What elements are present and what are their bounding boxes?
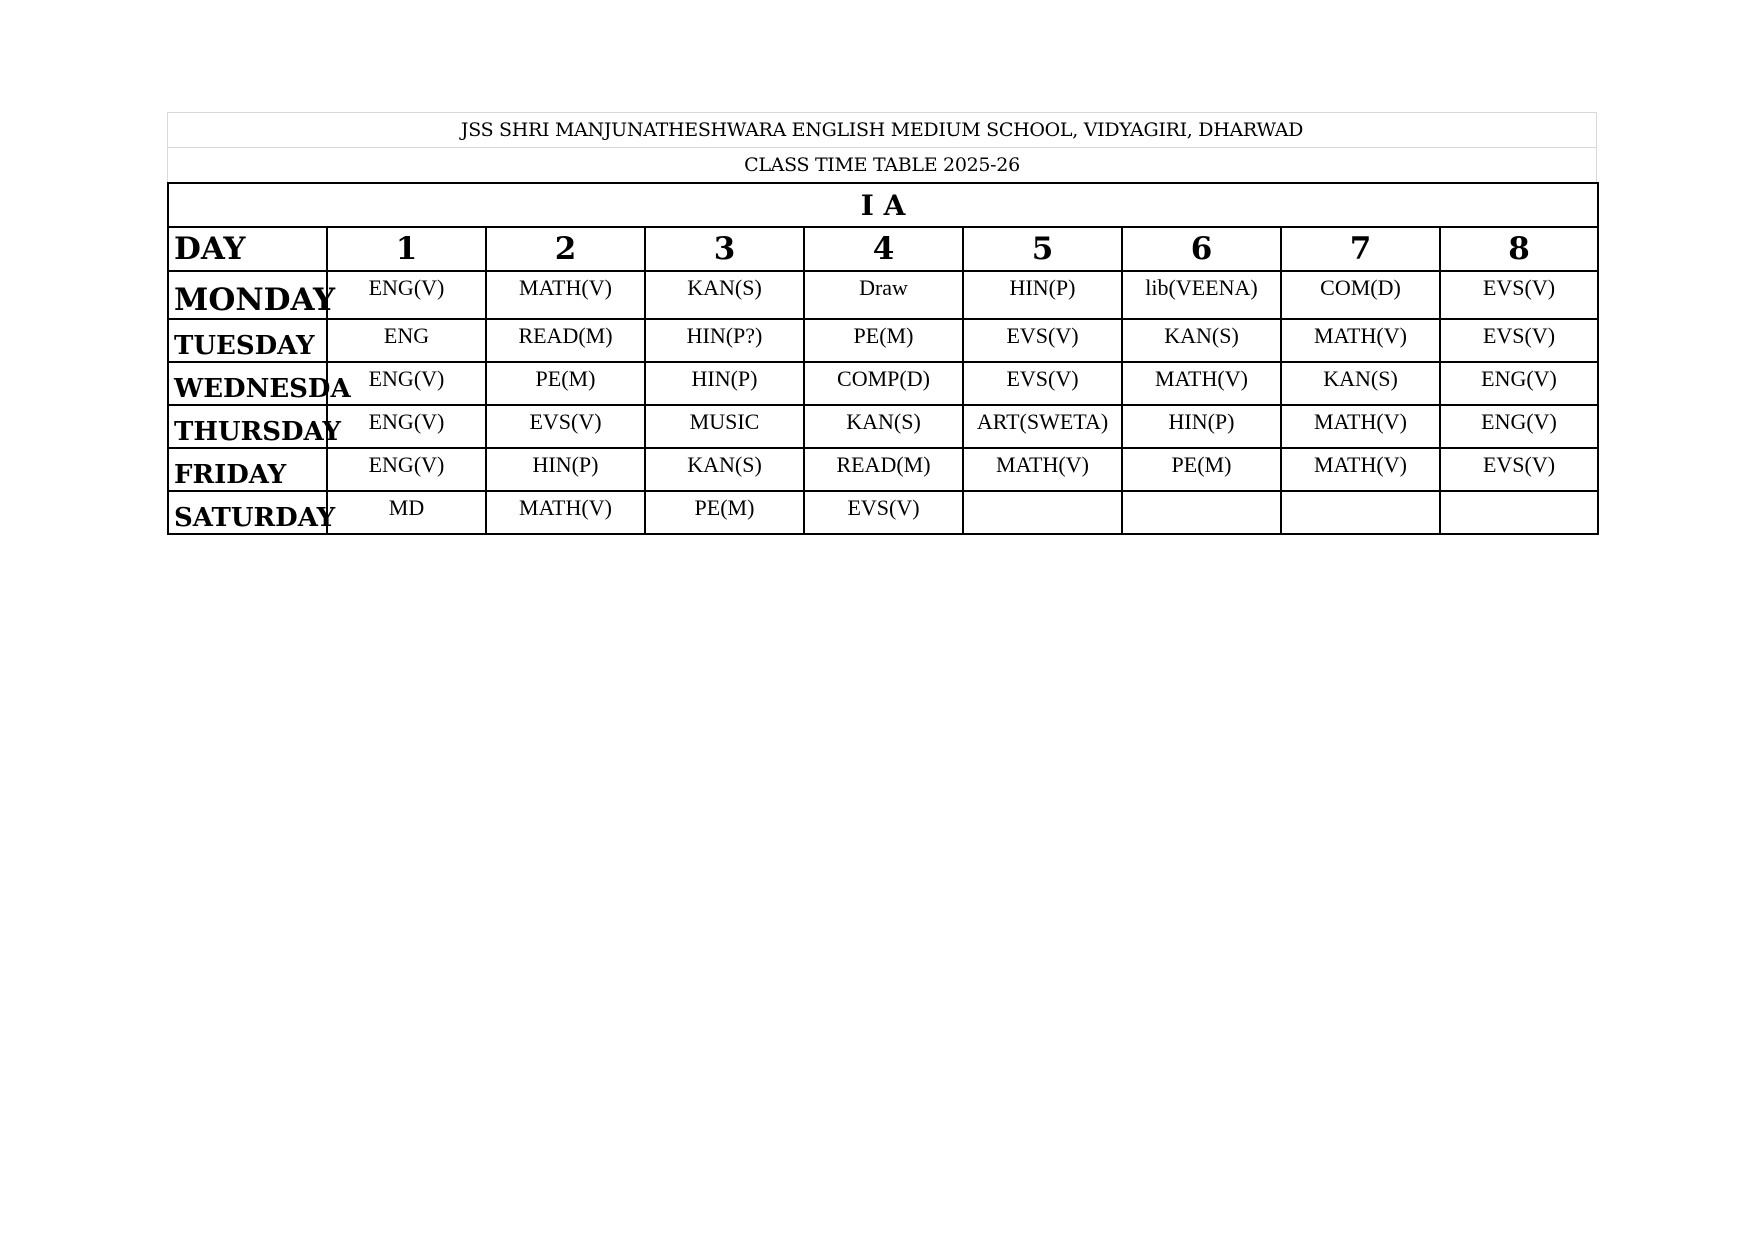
period-cell: lib(VEENA) — [1122, 271, 1281, 319]
period-cell: HIN(P) — [1122, 405, 1281, 448]
period-cell: PE(M) — [486, 362, 645, 405]
day-label: MONDAY — [168, 271, 327, 319]
period-cell: HIN(P) — [486, 448, 645, 491]
period-header: 8 — [1440, 227, 1598, 271]
table-row-thursday — [168, 405, 1598, 448]
period-header-row — [168, 227, 1598, 271]
period-cell: MATH(V) — [1122, 362, 1281, 405]
timetable-sheet — [167, 112, 1597, 535]
period-cell — [1440, 491, 1598, 534]
period-cell: HIN(P) — [963, 271, 1122, 319]
class-name: I A — [168, 183, 1598, 227]
period-cell: Draw — [804, 271, 963, 319]
day-label: FRIDAY — [168, 448, 327, 491]
period-cell: READ(M) — [486, 319, 645, 362]
period-cell: ENG — [327, 319, 486, 362]
period-cell: EVS(V) — [1440, 448, 1598, 491]
period-cell: HIN(P) — [645, 362, 804, 405]
day-label: SATURDAY — [168, 491, 327, 534]
period-cell: HIN(P?) — [645, 319, 804, 362]
table-row-friday — [168, 448, 1598, 491]
period-cell: MD — [327, 491, 486, 534]
class-row — [168, 183, 1598, 227]
period-cell: ENG(V) — [327, 362, 486, 405]
period-cell: EVS(V) — [486, 405, 645, 448]
period-cell: MUSIC — [645, 405, 804, 448]
period-header: 2 — [486, 227, 645, 271]
table-row-monday — [168, 271, 1598, 319]
period-cell: KAN(S) — [1122, 319, 1281, 362]
period-header: 7 — [1281, 227, 1440, 271]
period-cell: ENG(V) — [1440, 362, 1598, 405]
period-cell: EVS(V) — [963, 319, 1122, 362]
period-cell: ENG(V) — [327, 448, 486, 491]
table-row-wednesday — [168, 362, 1598, 405]
period-header: 6 — [1122, 227, 1281, 271]
table-row-saturday — [168, 491, 1598, 534]
period-cell: KAN(S) — [804, 405, 963, 448]
period-cell: MATH(V) — [963, 448, 1122, 491]
day-label: THURSDAY — [168, 405, 327, 448]
period-cell: READ(M) — [804, 448, 963, 491]
period-cell: ENG(V) — [1440, 405, 1598, 448]
period-cell — [963, 491, 1122, 534]
table-title: CLASS TIME TABLE 2025-26 — [168, 147, 1596, 182]
timetable — [167, 182, 1599, 535]
period-cell: EVS(V) — [1440, 319, 1598, 362]
period-header: 3 — [645, 227, 804, 271]
period-cell — [1122, 491, 1281, 534]
period-cell: ART(SWETA) — [963, 405, 1122, 448]
period-cell: KAN(S) — [645, 448, 804, 491]
period-cell: KAN(S) — [645, 271, 804, 319]
table-row-tuesday — [168, 319, 1598, 362]
period-cell: EVS(V) — [1440, 271, 1598, 319]
period-cell: MATH(V) — [486, 491, 645, 534]
period-cell — [1281, 491, 1440, 534]
period-header: 1 — [327, 227, 486, 271]
day-label: TUESDAY — [168, 319, 327, 362]
period-cell: EVS(V) — [804, 491, 963, 534]
school-name: JSS SHRI MANJUNATHESHWARA ENGLISH MEDIUM SCHOOL, VIDYAGIRI, DHARWAD — [460, 119, 1304, 141]
period-cell: MATH(V) — [1281, 319, 1440, 362]
period-cell: PE(M) — [1122, 448, 1281, 491]
period-cell: MATH(V) — [1281, 405, 1440, 448]
period-cell: COMP(D) — [804, 362, 963, 405]
day-column-header: DAY — [168, 227, 327, 271]
period-cell: COM(D) — [1281, 271, 1440, 319]
period-cell: KAN(S) — [1281, 362, 1440, 405]
day-label: WEDNESDA — [168, 362, 327, 405]
period-cell: PE(M) — [645, 491, 804, 534]
period-cell: ENG(V) — [327, 405, 486, 448]
period-header: 5 — [963, 227, 1122, 271]
period-cell: EVS(V) — [963, 362, 1122, 405]
period-cell: PE(M) — [804, 319, 963, 362]
period-cell: MATH(V) — [1281, 448, 1440, 491]
period-cell: MATH(V) — [486, 271, 645, 319]
period-cell: ENG(V) — [327, 271, 486, 319]
period-header: 4 — [804, 227, 963, 271]
header-box — [167, 112, 1597, 182]
